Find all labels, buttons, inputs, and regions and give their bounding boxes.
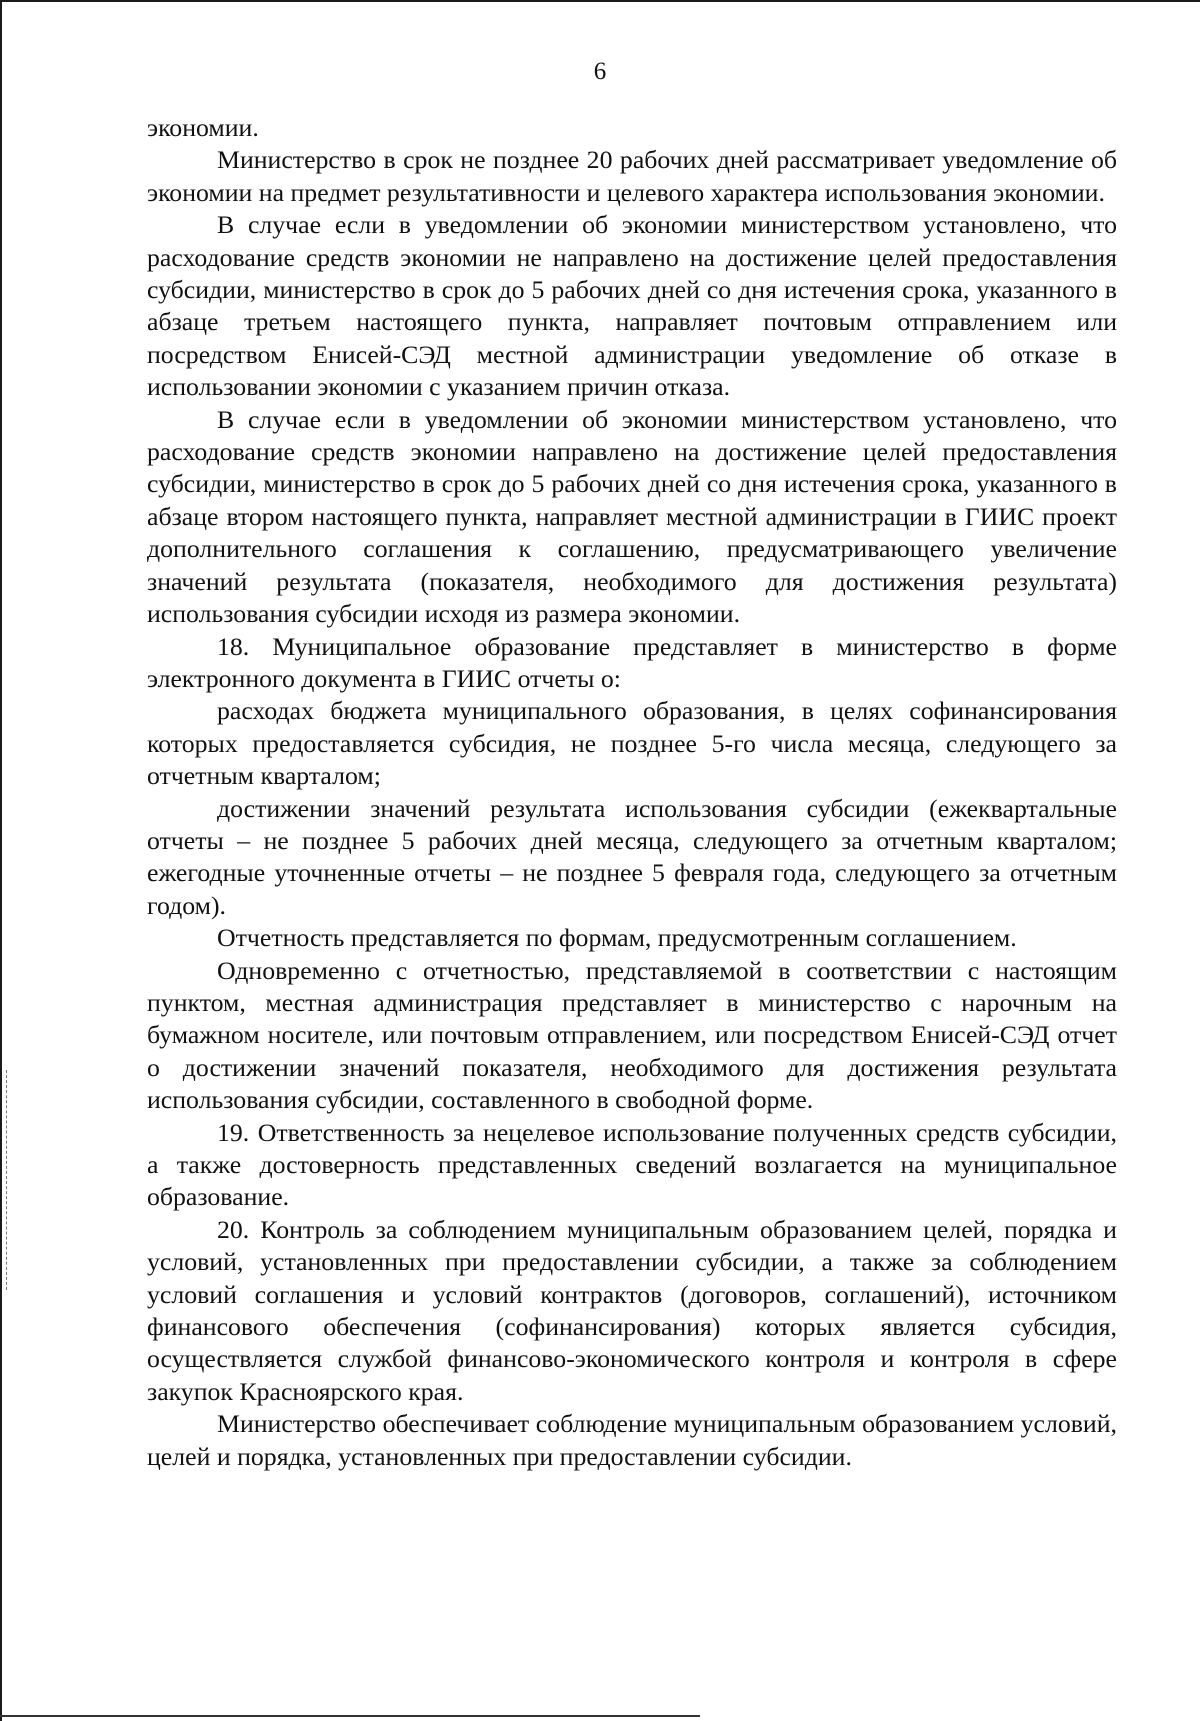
paragraph: В случае если в уведомлении об экономии министерством установлено, что расходование средств экономии направлено на достижение целей предоставления субсидии, министерство в срок до 5 рабочих дней со дня истечения срока, указанного в абзаце втором настоящего пункта, направляет местной администрации в ГИИС проект дополнительного соглашения к соглашению, предусматривающего увеличение значений результата (показателя, необходимого для достижения результата) использования субсидии исходя из размера экономии. (147, 404, 1117, 629)
paragraph: Министерство обеспечивает соблюдение муниципальным образованием условий, целей и порядка, установленных при предоставлении субсидии. (147, 1409, 1117, 1471)
paragraph: Министерство в срок не позднее 20 рабочих дней рассматривает уведомление об экономии на предмет результативности и целевого характера использования экономии. (147, 145, 1117, 207)
paragraph: Отчетность представляется по формам, предусмотренным соглашением. (217, 923, 1017, 953)
paragraph: расходах бюджета муниципального образования, в целях софинансирования которых предоставляется субсидия, не позднее 5-го числа месяца, следующего за отчетным кварталом; (147, 696, 1117, 791)
page-number: 6 (593, 58, 607, 85)
scan-margin-marks (6, 1070, 8, 1290)
scan-edge-top (0, 0, 1200, 2)
paragraph: Одновременно с отчетностью, представляемой в соответствии с настоящим пунктом, местная администрация представляет в министерство с нарочным на бумажном носителе, или почтовым отправлением, или посредством Енисей-СЭД отчет о достижении значений показателя, необходимого для достижения результата использования субсидии, составленного в свободной форме. (147, 955, 1117, 1115)
paragraph: достижении значений результата использования субсидии (ежеквартальные отчеты – не позднее 5 рабочих дней месяца, следующего за отчетным кварталом; ежегодные уточненные отчеты – не позднее 5 февраля года, следующего за отчетным годом). (147, 793, 1117, 920)
paragraph: В случае если в уведомлении об экономии министерством установлено, что расходование средств экономии не направлено на достижение целей предоставления субсидии, министерство в срок до 5 рабочих дней со дня истечения срока, указанного в абзаце третьем настоящего пункта, направляет почтовым отправлением или посредством Енисей-СЭД местной администрации уведомление об отказе в использовании экономии с указанием причин отказа. (147, 210, 1117, 402)
paragraph-clause-18: 18. Муниципальное образование представляет в министерство в форме электронного документа в ГИИС отчеты о: (147, 631, 1117, 693)
paragraph-clause-20: 20. Контроль за соблюдением муниципальным образованием целей, порядка и условий, установленных при предоставлении субсидии, а также за соблюдением условий соглашения и условий контрактов (договоров, соглашений), источником финансового обеспечения (софинансирования) которых является субсидия, осуществляется службой финансово-экономического контроля и контроля в сфере закупок Красноярского края. (147, 1214, 1117, 1406)
scan-edge-left (0, 0, 2, 1721)
document-body (147, 112, 1117, 1473)
paragraph-clause-19: 19. Ответственность за нецелевое использование полученных средств субсидии, а также достоверность представленных сведений возлагается на муниципальное образование. (147, 1117, 1117, 1212)
paragraph-continuation: экономии. (147, 113, 259, 142)
scan-edge-bottom (0, 1715, 700, 1717)
